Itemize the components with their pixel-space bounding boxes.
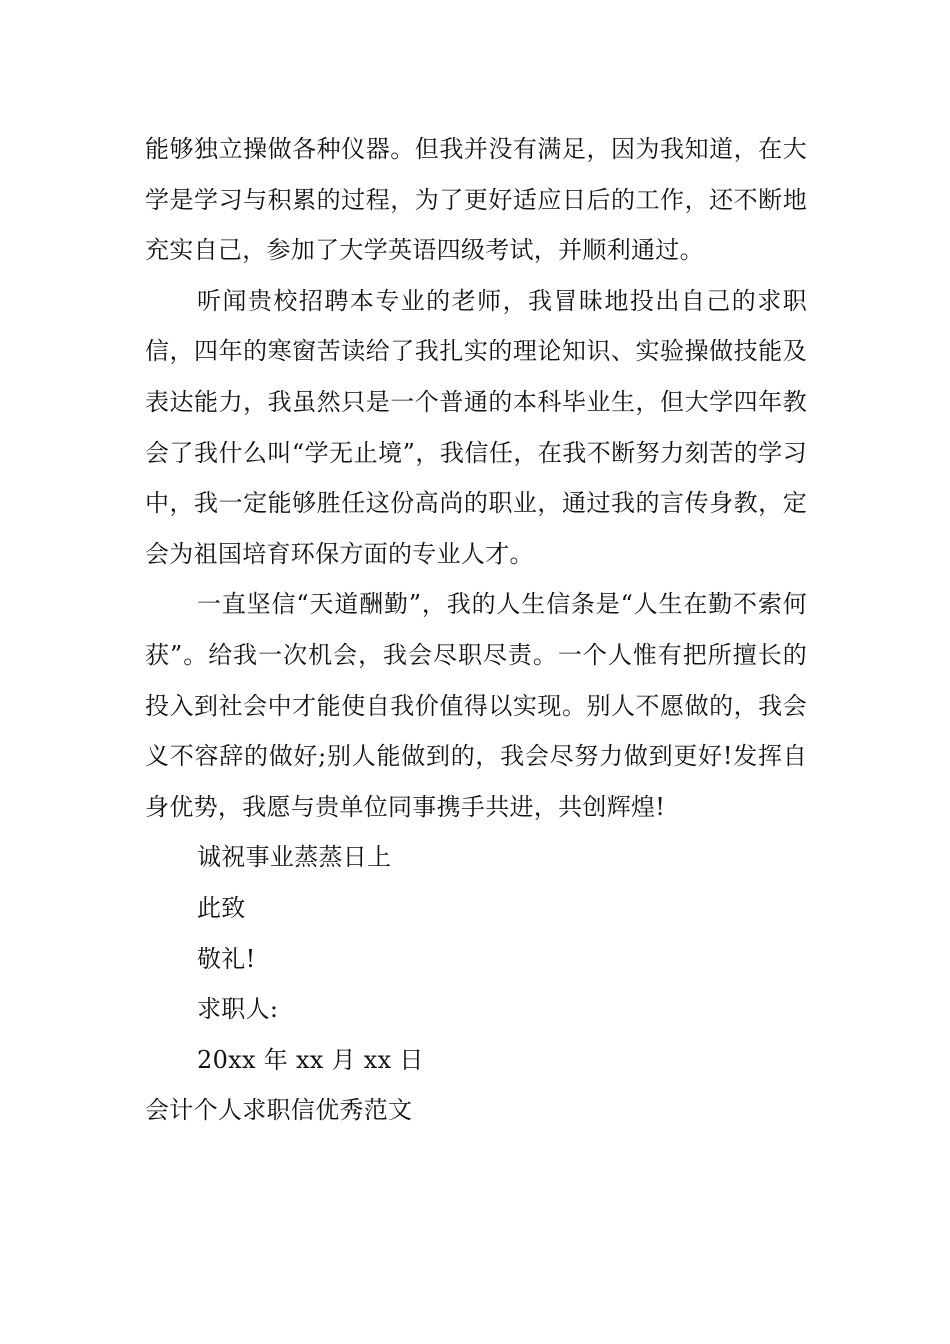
next-section-title: 会计个人求职信优秀范文 xyxy=(145,1096,413,1125)
paragraph-application-intent: 听闻贵校招聘本专业的老师，我冒昧地投出自己的求职信，四年的寒窗苦读给了我扎实的理论知识、实验操做技能及表达能力，我虽然只是一个普通的本科毕业生，但大学四年教会了我什么叫“学无止境”，我信任，在我不断努力刻苦的学习中，我一定能够胜任这份高尚的职业，通过我的言传身教，定会为祖国培育环保方面的专业人才。 xyxy=(145,286,807,568)
signature-label: 求职人: xyxy=(197,995,279,1024)
paragraph-study-achievements: 能够独立操做各种仪器。但我并没有满足，因为我知道，在大学是学习与积累的过程，为了更好适应日后的工作，还不断地充实自己，参加了大学英语四级考试，并顺利通过。 xyxy=(145,135,807,265)
closing-greeting: 此致 xyxy=(197,893,246,922)
closing-salute: 敬礼! xyxy=(197,944,256,973)
closing-wish: 诚祝事业蒸蒸日上 xyxy=(197,843,392,872)
letter-body xyxy=(145,124,807,1136)
letter-date: 20xx 年 xx 月 xx 日 xyxy=(197,1045,424,1074)
paragraph-personal-motto: 一直坚信“天道酬勤”，我的人生信条是“人生在勤不索何获”。给我一次机会，我会尽职尽责。一个人惟有把所擅长的投入到社会中才能使自我价值得以实现。别人不愿做的，我会义不容辞的做好;别人能做到的，我会尽努力做到更好!发挥自身优势，我愿与贵单位同事携手共进，共创辉煌! xyxy=(145,590,807,821)
